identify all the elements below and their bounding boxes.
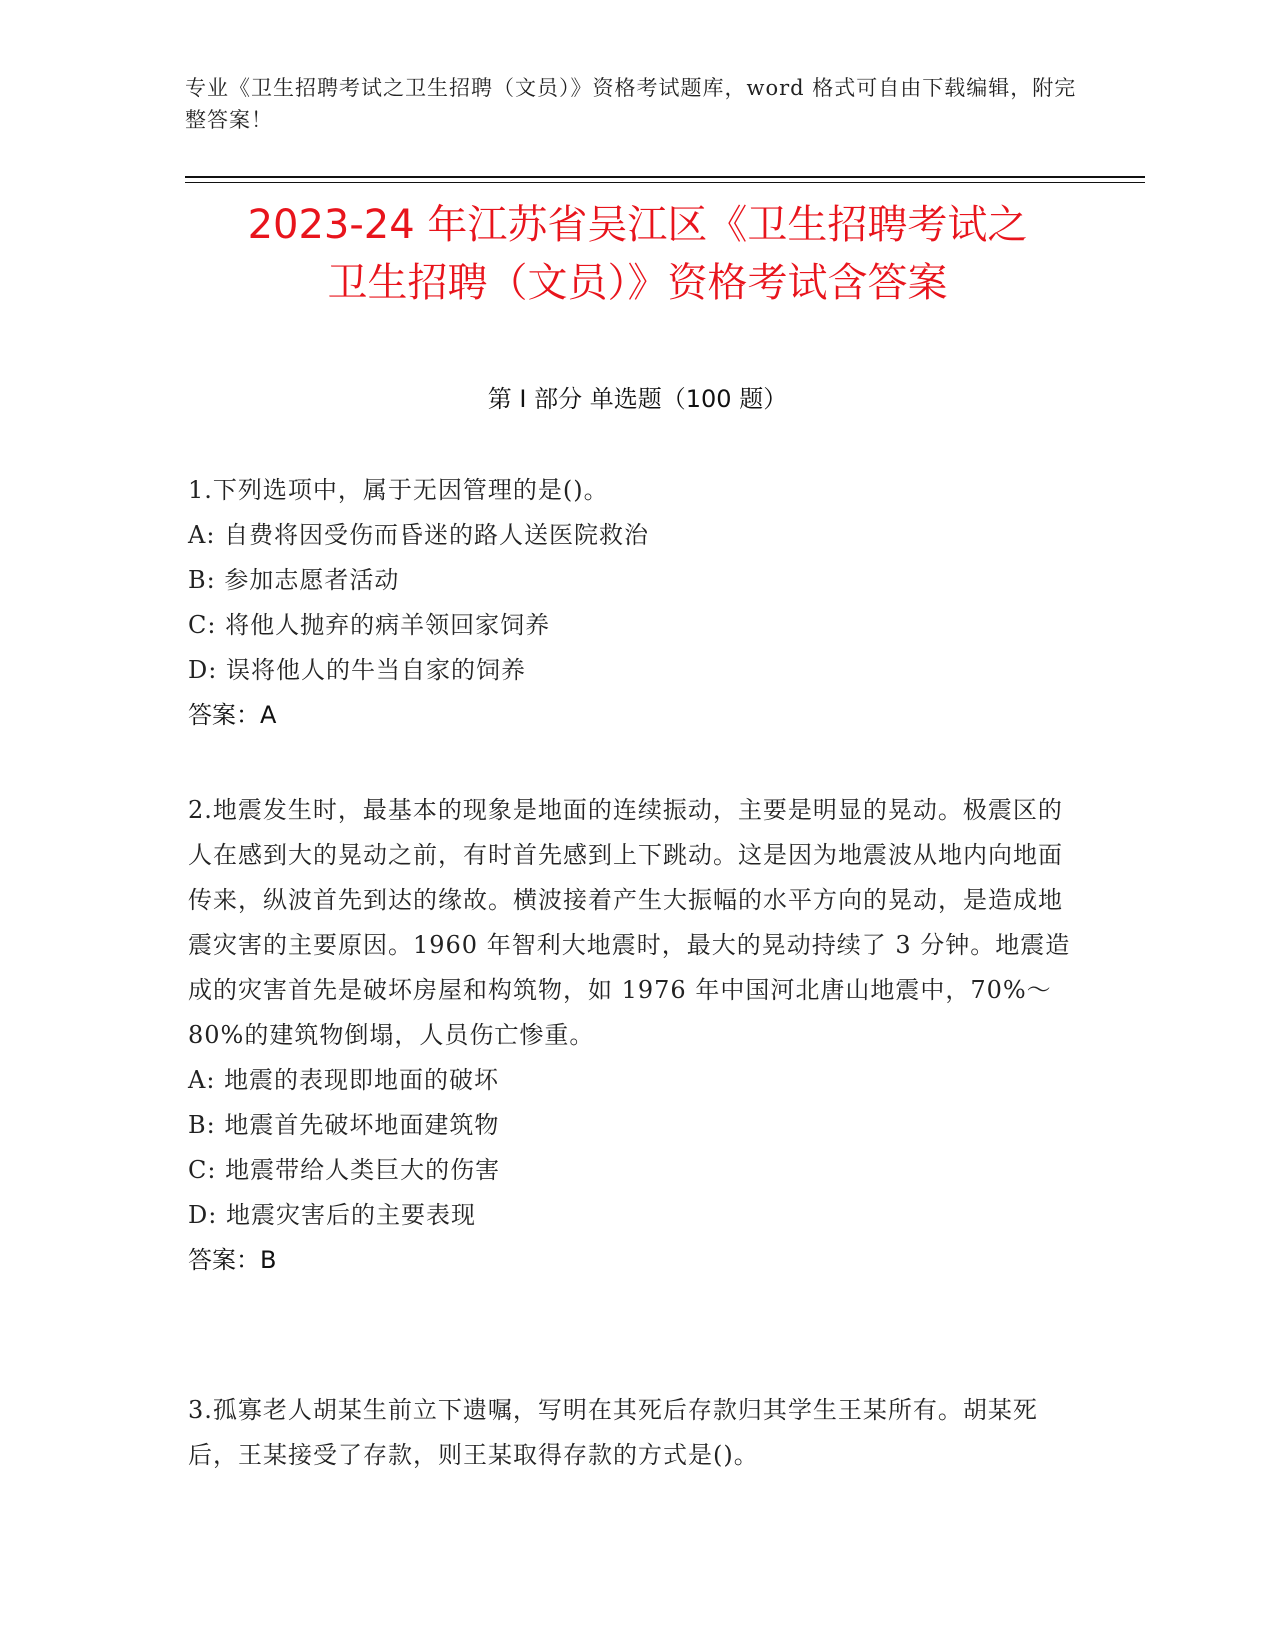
option-b [188,1103,1073,1148]
question-3 [188,1388,1073,1478]
question-stem: 3.孤寡老人胡某生前立下遗嘱，写明在其死后存款归其学生王某所有。胡某死后，王某接受了存款，则王某取得存款的方式是()。 [188,1396,1038,1469]
option-label: D: [188,1201,218,1229]
question-stem: 1.下列选项中，属于无因管理的是()。 [188,476,609,504]
question-stem: 2.地震发生时，最基本的现象是地面的连续振动，主要是明显的晃动。极震区的人在感到大的晃动之前，有时首先感到上下跳动。这是因为地震波从地内向地面传来，纵波首先到达的缘故。横波接着产生大振幅的水平方向的晃动，是造成地震灾害的主要原因。1960 年智利大地震时，最大的晃动持续了 3 分钟。地震造成的灾害首先是破坏房屋和构筑物，如 1976 年中国河北唐山地震中，70%～80%的建筑物倒塌，人员伤亡惨重。 [188,796,1071,1049]
option-text: 参加志愿者活动 [224,566,400,594]
option-label: A: [188,521,216,549]
option-d [188,648,1073,693]
answer: 答案：A [188,701,277,729]
option-b [188,558,1073,603]
option-a [188,1058,1073,1103]
header-divider-thick [185,176,1145,178]
option-label: C: [188,1156,217,1184]
option-label: A: [188,1066,216,1094]
header-note: 专业《卫生招聘考试之卫生招聘（文员）》资格考试题库，word 格式可自由下载编辑，附完整答案！ [185,76,1077,132]
answer: 答案：B [188,1246,277,1274]
option-text: 地震的表现即地面的破坏 [224,1066,500,1094]
option-text: 地震灾害后的主要表现 [225,1201,476,1229]
document-title-line-2: 卫生招聘（文员）》资格考试含答案 [327,260,948,306]
option-label: B: [188,566,216,594]
document-title-line-1: 2023-24 年江苏省吴江区《卫生招聘考试之 [247,202,1028,248]
option-text: 自费将因受伤而昏迷的路人送医院救治 [224,521,650,549]
option-label: C: [188,611,217,639]
option-text: 地震带给人类巨大的伤害 [225,1156,501,1184]
option-label: B: [188,1111,216,1139]
option-text: 将他人抛弃的病羊领回家饲养 [225,611,551,639]
option-a [188,513,1073,558]
question-1 [188,468,1073,738]
section-title: 第 I 部分 单选题（100 题） [487,385,788,413]
option-c [188,1148,1073,1193]
option-label: D: [188,656,218,684]
document-title [185,196,1090,312]
option-text: 地震首先破坏地面建筑物 [224,1111,500,1139]
option-text: 误将他人的牛当自家的饲养 [225,656,526,684]
header-divider-thin [185,182,1145,183]
question-2 [188,788,1073,1283]
option-c [188,603,1073,648]
option-d [188,1193,1073,1238]
